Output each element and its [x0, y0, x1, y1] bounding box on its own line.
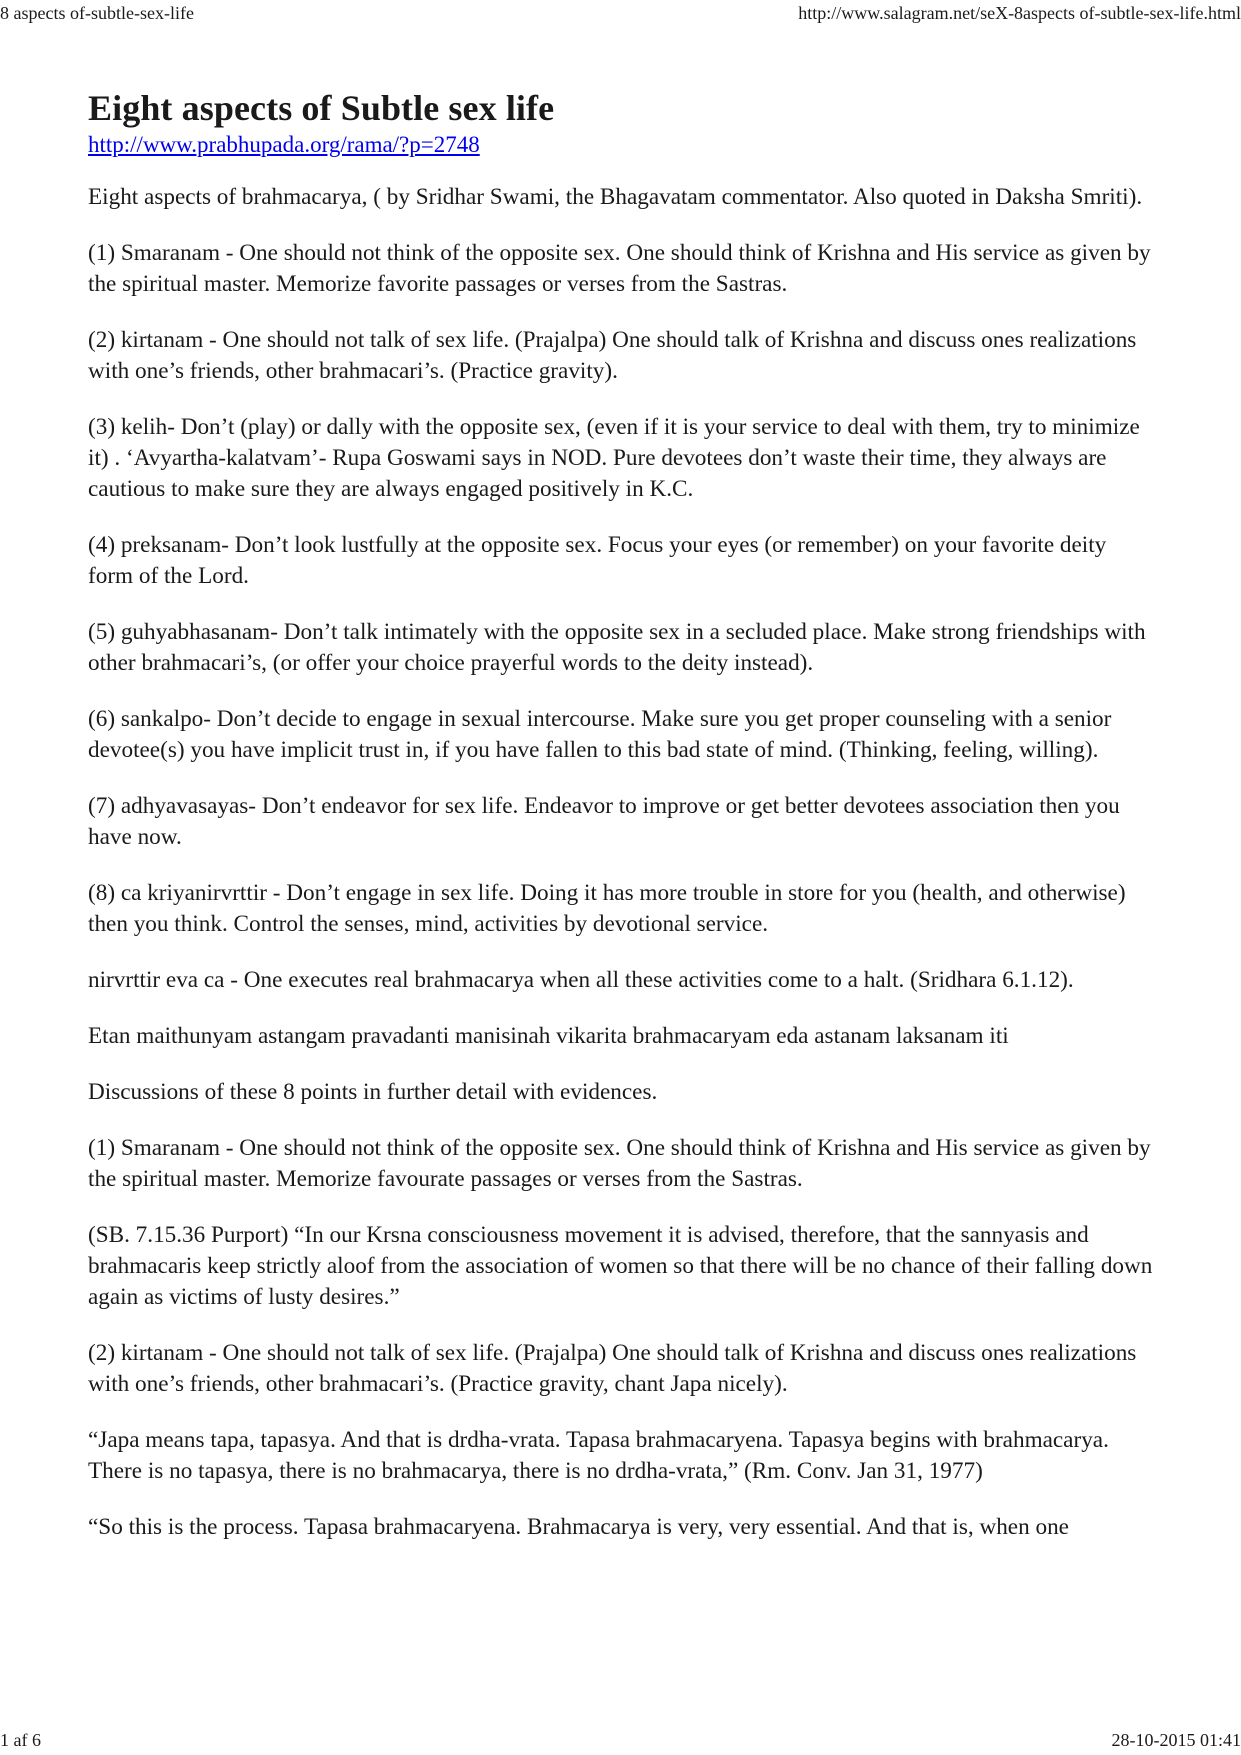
paragraph-sb-quote: (SB. 7.15.36 Purport) “In our Krsna consciousness movement it is advised, therefore, that the sannyasis and brahmacaris keep strictly aloof from the association of women so that there will be no chance of their falling down again as victims of lusty desires.” [88, 1222, 1153, 1310]
page-title: Eight aspects of Subtle sex life [88, 88, 555, 128]
paragraph-guhyabhasanam: (5) guhyabhasanam- Don’t talk intimately with the opposite sex in a secluded place. Make strong friendships with other brahmacari’s, (or offer your choice prayerful words to the deity instead). [88, 619, 1146, 676]
print-header-url: http://www.salagram.net/seX-8aspects of-subtle-sex-life.html [798, 3, 1241, 23]
paragraph-kirtanam-detail: (2) kirtanam - One should not talk of sex life. (Prajalpa) One should talk of Krishna and discuss ones realizations with one’s friends, other brahmacari’s. (Practice gravity, chant Japa nicely). [88, 1340, 1137, 1397]
paragraph-japa-quote: “Japa means tapa, tapasya. And that is drdha-vrata. Tapasa brahmacaryena. Tapasya begins with brahmacarya. There is no tapasya, there is no brahmacarya, there is no drdha-vrata,” (Rm. Conv. Jan 31, 1977) [88, 1427, 1109, 1484]
paragraph-sankalpo: (6) sankalpo- Don’t decide to engage in sexual intercourse. Make sure you get proper counseling with a senior devotee(s) you have implicit trust in, if you have fallen to this bad state of mind. (Thinking, feeling, willing). [88, 706, 1112, 763]
source-link[interactable]: http://www.prabhupada.org/rama/?p=2748 [88, 132, 480, 157]
paragraph-smaranam-detail: (1) Smaranam - One should not think of the opposite sex. One should think of Krishna and His service as given by the spiritual master. Memorize favourate passages or verses from the Sastras. [88, 1135, 1151, 1192]
paragraph-smaranam: (1) Smaranam - One should not think of the opposite sex. One should think of Krishna and His service as given by the spiritual master. Memorize favorite passages or verses from the Sastras. [88, 240, 1151, 297]
paragraph-kriyanirvrttir: (8) ca kriyanirvrttir - Don’t engage in sex life. Doing it has more trouble in store for you (health, and otherwise) then you think. Control the senses, mind, activities by devotional service. [88, 880, 1126, 937]
paragraph-preksanam: (4) preksanam- Don’t look lustfully at the opposite sex. Focus your eyes (or remember) on your favorite deity form of the Lord. [88, 532, 1107, 589]
print-footer-page: 1 af 6 [0, 1730, 41, 1750]
paragraph-adhyavasayas: (7) adhyavasayas- Don’t endeavor for sex life. Endeavor to improve or get better devotees association then you have now. [88, 793, 1120, 850]
paragraph-process-quote: “So this is the process. Tapasa brahmacaryena. Brahmacarya is very, very essential. And that is, when one [88, 1514, 1069, 1540]
print-footer-datetime: 28-10-2015 01:41 [1111, 1730, 1241, 1750]
document-body [88, 86, 1154, 1568]
paragraph-discussions-heading: Discussions of these 8 points in further detail with evidences. [88, 1079, 658, 1105]
paragraph-kirtanam: (2) kirtanam - One should not talk of sex life. (Prajalpa) One should talk of Krishna and discuss ones realizations with one’s friends, other brahmacari’s. (Practice gravity). [88, 327, 1137, 384]
paragraph-kelih: (3) kelih- Don’t (play) or dally with the opposite sex, (even if it is your service to deal with them, try to minimize it) . ‘Avyartha-kalatvam’- Rupa Goswami says in NOD. Pure devotees don’t waste their time, they always are cautious to make sure they are always engaged positively in K.C. [88, 414, 1140, 502]
paragraph-nirvrttir: nirvrttir eva ca - One executes real brahmacarya when all these activities come to a halt. (Sridhara 6.1.12). [88, 967, 1074, 993]
print-header-title: 8 aspects of-subtle-sex-life [0, 3, 194, 23]
paragraph-sanskrit-verse: Etan maithunyam astangam pravadanti manisinah vikarita brahmacaryam eda astanam laksanam iti [88, 1023, 1009, 1049]
paragraph-intro: Eight aspects of brahmacarya, ( by Sridhar Swami, the Bhagavatam commentator. Also quoted in Daksha Smriti). [88, 184, 1143, 210]
